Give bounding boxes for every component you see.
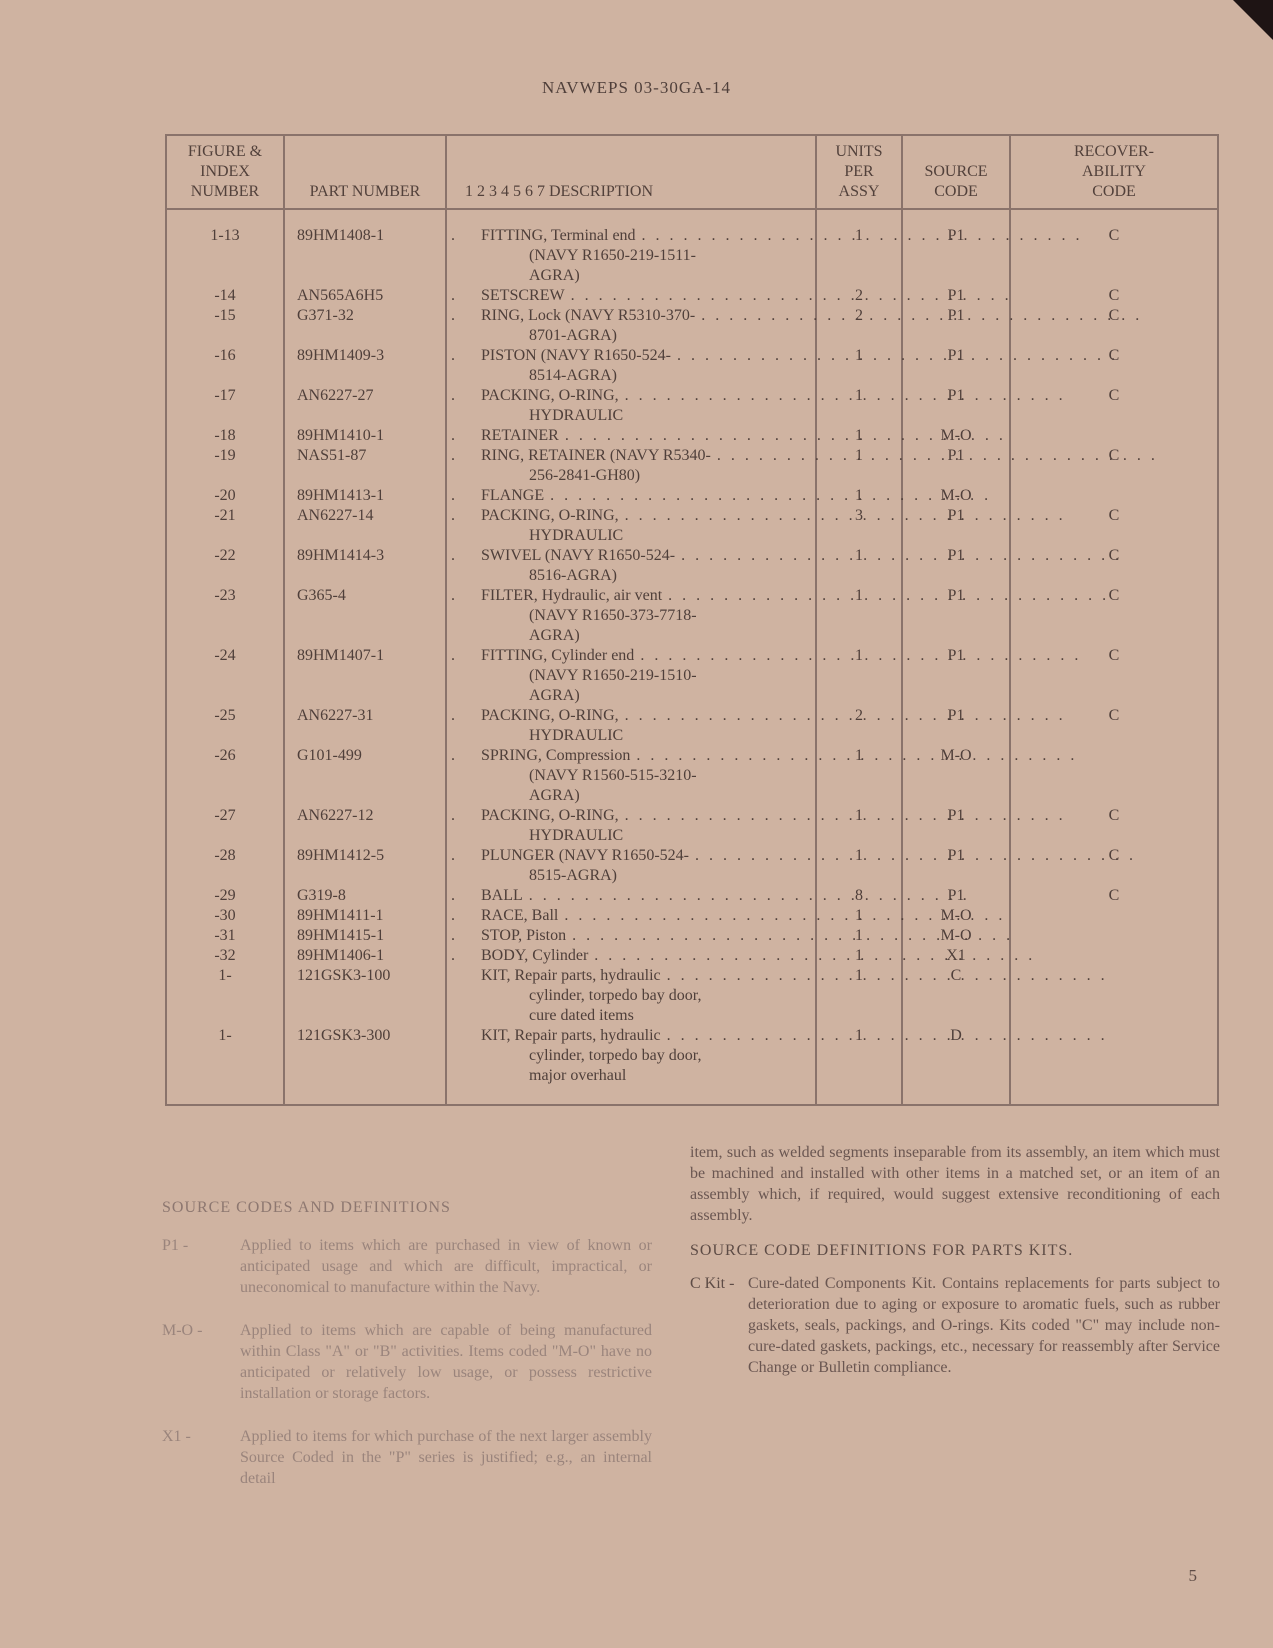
description-cell xyxy=(446,946,816,966)
description-block xyxy=(451,226,811,286)
units-per-assy-cell: 2 xyxy=(816,286,902,306)
definition-x1-continued: item, such as welded segments inseparable from its assembly, an item which must be machined and installed with other items in a matched set, or an item of an assembly which, if required, would suggest extensive reconditioning of each assembly. xyxy=(690,1144,1220,1224)
table-row xyxy=(166,646,1218,706)
parts-table-body xyxy=(166,209,1218,1105)
table-row xyxy=(166,346,1218,386)
figure-index-cell: -32 xyxy=(166,946,284,966)
part-number-cell: G365-4 xyxy=(284,586,446,646)
description-continuation: 8516-AGRA) xyxy=(529,567,617,584)
description-block xyxy=(451,546,811,586)
description-block xyxy=(451,346,811,386)
description-text: RING, RETAINER (NAVY R5340- xyxy=(481,447,711,464)
dot-leader xyxy=(695,306,1142,326)
description-cell xyxy=(446,546,816,586)
part-number-cell: AN6227-31 xyxy=(284,706,446,746)
description-text: KIT, Repair parts, hydraulic xyxy=(481,1027,661,1044)
figure-index-cell: -22 xyxy=(166,546,284,586)
description-text: RACE, Ball xyxy=(481,907,559,924)
description-cell xyxy=(446,746,816,806)
indenture-dot: . xyxy=(451,447,455,464)
figure-index-cell: -25 xyxy=(166,706,284,746)
part-number-cell: 89HM1412-5 xyxy=(284,846,446,886)
description-block xyxy=(451,886,811,906)
indenture-dot: . xyxy=(451,927,455,944)
recoverability-code-cell xyxy=(1010,946,1218,966)
table-row xyxy=(166,966,1218,1026)
recoverability-code-cell: C xyxy=(1010,346,1218,386)
part-number-cell: AN6227-12 xyxy=(284,806,446,846)
dot-leader xyxy=(711,446,1158,466)
definition-code: C Kit - xyxy=(690,1275,735,1292)
part-number-cell: 89HM1413-1 xyxy=(284,486,446,506)
indenture-dot: . xyxy=(451,347,455,364)
recoverability-code-cell: C xyxy=(1010,806,1218,846)
definition-p1 xyxy=(162,1235,652,1298)
indenture-dot: . xyxy=(451,847,455,864)
table-row xyxy=(166,946,1218,966)
definition-code: P1 - xyxy=(162,1237,189,1254)
part-number-cell: 89HM1406-1 xyxy=(284,946,446,966)
description-continuation: 256-2841-GH80) xyxy=(529,467,641,484)
description-block xyxy=(451,286,811,306)
recoverability-code-cell: C xyxy=(1010,846,1218,886)
description-text: PACKING, O-RING, xyxy=(481,507,619,524)
source-code-definitions xyxy=(162,1197,652,1511)
description-block xyxy=(451,906,811,926)
figure-index-cell: -15 xyxy=(166,306,284,346)
dot-leader xyxy=(661,1026,1108,1046)
description-cell xyxy=(446,209,816,286)
table-row xyxy=(166,426,1218,446)
indenture-dot: . xyxy=(451,707,455,724)
units-per-assy-cell: 1 xyxy=(816,486,902,506)
description-cell xyxy=(446,446,816,486)
figure-index-cell: -23 xyxy=(166,586,284,646)
description-continuation: AGRA) xyxy=(529,787,580,804)
description-continuation: 8514-AGRA) xyxy=(529,367,617,384)
indenture-dot: . xyxy=(451,747,455,764)
source-code-cell: M-O xyxy=(902,426,1010,446)
indenture-dot: . xyxy=(451,807,455,824)
figure-index-cell: -26 xyxy=(166,746,284,806)
page-number: 5 xyxy=(1188,1566,1197,1585)
units-per-assy-cell: 2 xyxy=(816,306,902,346)
recoverability-code-cell: C xyxy=(1010,586,1218,646)
definition-x1 xyxy=(162,1426,652,1489)
source-code-cell: M-O xyxy=(902,926,1010,946)
dot-leader xyxy=(544,486,991,506)
description-block xyxy=(451,646,811,706)
description-cell xyxy=(446,906,816,926)
description-text: PLUNGER (NAVY R1650-524- xyxy=(481,847,689,864)
source-code-cell: P1 xyxy=(902,446,1010,486)
source-code-cell: P1 xyxy=(902,506,1010,546)
table-row xyxy=(166,209,1218,286)
source-code-cell: D xyxy=(902,1026,1010,1105)
recoverability-code-cell: C xyxy=(1010,506,1218,546)
indenture-dot xyxy=(451,1026,481,1086)
dot-leader xyxy=(671,346,1118,366)
description-block xyxy=(451,926,811,946)
description-block xyxy=(451,806,811,846)
units-per-assy-cell: 1 xyxy=(816,946,902,966)
description-continuation: HYDRAULIC xyxy=(529,407,624,424)
description-cell xyxy=(446,966,816,1026)
dot-leader xyxy=(619,706,1066,726)
description-block xyxy=(451,1026,811,1086)
description-continuation: HYDRAULIC xyxy=(529,527,624,544)
part-number-cell: G371-32 xyxy=(284,306,446,346)
description-text: BALL xyxy=(481,887,523,904)
dot-leader xyxy=(630,746,1077,766)
table-row xyxy=(166,706,1218,746)
description-text: STOP, Piston xyxy=(481,927,567,944)
indenture-dot: . xyxy=(451,947,455,964)
description-continuation: (NAVY R1650-219-1510- xyxy=(529,667,697,684)
description-text: RETAINER xyxy=(481,427,559,444)
indenture-dot: . xyxy=(451,647,455,664)
description-block xyxy=(451,486,811,506)
description-block xyxy=(451,506,811,546)
dot-leader xyxy=(619,386,1066,406)
source-code-cell: P1 xyxy=(902,546,1010,586)
recoverability-code-cell xyxy=(1010,486,1218,506)
table-row xyxy=(166,806,1218,846)
description-text: SETSCREW xyxy=(481,287,565,304)
indenture-dot: . xyxy=(451,887,455,904)
units-per-assy-cell: 1 xyxy=(816,209,902,286)
definition-text: Applied to items which are purchased in view of known or anticipated usage and which are difficult, impractical, or uneconomical to manufacture within the Navy. xyxy=(240,1237,652,1296)
table-row xyxy=(166,486,1218,506)
table-header-row xyxy=(166,135,1218,209)
description-text: FITTING, Terminal end xyxy=(481,227,636,244)
units-per-assy-cell: 1 xyxy=(816,426,902,446)
part-number-cell: 121GSK3-300 xyxy=(284,1026,446,1105)
description-continuation: AGRA) xyxy=(529,627,580,644)
description-cell xyxy=(446,286,816,306)
source-code-cell: P1 xyxy=(902,846,1010,886)
description-text: PACKING, O-RING, xyxy=(481,387,619,404)
part-number-cell: 89HM1408-1 xyxy=(284,209,446,286)
recoverability-code-cell: C xyxy=(1010,209,1218,286)
description-block xyxy=(451,846,811,886)
table-row xyxy=(166,586,1218,646)
figure-index-cell: -29 xyxy=(166,886,284,906)
figure-index-cell: -17 xyxy=(166,386,284,426)
page-corner-fold xyxy=(1233,0,1273,40)
description-block xyxy=(451,946,811,966)
dot-leader xyxy=(588,946,1035,966)
description-block xyxy=(451,446,811,486)
table-row xyxy=(166,1026,1218,1105)
part-number-cell: 89HM1415-1 xyxy=(284,926,446,946)
recoverability-code-cell: C xyxy=(1010,286,1218,306)
dot-leader xyxy=(558,906,1005,926)
description-text: SPRING, Compression xyxy=(481,747,631,764)
definition-text: Applied to items for which purchase of the next larger assembly Source Coded in the "P" series is justified; e.g., an internal detail xyxy=(240,1428,652,1487)
dot-leader xyxy=(662,586,1109,606)
indenture-dot: . xyxy=(451,287,455,304)
table-row xyxy=(166,886,1218,906)
definition-m-o xyxy=(162,1320,652,1404)
description-text: FLANGE xyxy=(481,487,545,504)
figure-index-cell: 1- xyxy=(166,1026,284,1105)
figure-index-cell: -18 xyxy=(166,426,284,446)
units-per-assy-cell: 8 xyxy=(816,886,902,906)
parts-table xyxy=(165,134,1219,1106)
figure-index-cell: -19 xyxy=(166,446,284,486)
definition-text: Applied to items which are capable of being manufactured within Class "A" or "B" activities. Items coded "M-O" have no anticipated or relatively low usage, or possess restrictive installation or storage factors. xyxy=(240,1322,652,1402)
description-continuation: (NAVY R1650-219-1511- xyxy=(529,247,696,264)
table-row xyxy=(166,506,1218,546)
definition-text: Cure-dated Components Kit. Contains replacements for parts subject to deterioration due to aging or exposure to aromatic fuels, such as rubber gaskets, seals, packings, and O-rings. Kits coded "C" may include non-cure-dated gaskets, packings, etc., necessary for reassembly after Service Change or Bulletin compliance. xyxy=(748,1275,1220,1376)
units-per-assy-cell: 1 xyxy=(816,646,902,706)
description-cell xyxy=(446,426,816,446)
description-cell xyxy=(446,846,816,886)
figure-index-cell: -21 xyxy=(166,506,284,546)
recoverability-code-cell xyxy=(1010,426,1218,446)
description-block xyxy=(451,386,811,426)
table-row xyxy=(166,746,1218,806)
figure-index-cell: -24 xyxy=(166,646,284,706)
description-text: KIT, Repair parts, hydraulic xyxy=(481,967,661,984)
table-row xyxy=(166,306,1218,346)
kits-heading: SOURCE CODE DEFINITIONS FOR PARTS KITS. xyxy=(690,1242,1074,1259)
units-per-assy-cell: 1 xyxy=(816,906,902,926)
part-number-cell: 121GSK3-100 xyxy=(284,966,446,1026)
description-continuation: (NAVY R1560-515-3210- xyxy=(529,767,697,784)
description-block xyxy=(451,706,811,746)
part-number-cell: AN6227-27 xyxy=(284,386,446,426)
recoverability-code-cell: C xyxy=(1010,306,1218,346)
recoverability-code-cell xyxy=(1010,906,1218,926)
header-part-number: PART NUMBER xyxy=(284,135,446,209)
indenture-dot: . xyxy=(451,487,455,504)
definitions-heading: SOURCE CODES AND DEFINITIONS xyxy=(162,1199,451,1216)
description-cell xyxy=(446,646,816,706)
header-units-per-assy: UNITS PER ASSY xyxy=(816,135,902,209)
description-cell xyxy=(446,586,816,646)
indenture-dot: . xyxy=(451,587,455,604)
definition-code: M-O - xyxy=(162,1322,203,1339)
description-continuation: AGRA) xyxy=(529,267,580,284)
description-continuation: (NAVY R1650-373-7718- xyxy=(529,607,697,624)
description-text: BODY, Cylinder xyxy=(481,947,589,964)
indenture-dot: . xyxy=(451,227,455,244)
part-number-cell: G319-8 xyxy=(284,886,446,906)
table-row xyxy=(166,926,1218,946)
description-block xyxy=(451,426,811,446)
units-per-assy-cell: 1 xyxy=(816,806,902,846)
part-number-cell: AN565A6H5 xyxy=(284,286,446,306)
source-code-cell: P1 xyxy=(902,346,1010,386)
part-number-cell: 89HM1414-3 xyxy=(284,546,446,586)
recoverability-code-cell: C xyxy=(1010,886,1218,906)
header-recoverability-code: RECOVER- ABILITY CODE xyxy=(1010,135,1218,209)
description-text: FILTER, Hydraulic, air vent xyxy=(481,587,663,604)
indenture-dot xyxy=(451,966,481,1026)
units-per-assy-cell: 1 xyxy=(816,966,902,1026)
description-cell xyxy=(446,926,816,946)
header-description: 1 2 3 4 5 6 7 DESCRIPTION xyxy=(446,135,816,209)
description-text: PACKING, O-RING, xyxy=(481,707,619,724)
indenture-dot: . xyxy=(451,427,455,444)
description-text: PISTON (NAVY R1650-524- xyxy=(481,347,671,364)
definition-c-kit xyxy=(690,1273,1220,1378)
description-cell xyxy=(446,706,816,746)
dot-leader xyxy=(559,426,1006,446)
figure-index-cell: -16 xyxy=(166,346,284,386)
description-cell xyxy=(446,1026,816,1105)
definition-code: X1 - xyxy=(162,1428,191,1445)
source-code-cell: P1 xyxy=(902,586,1010,646)
description-block xyxy=(451,746,811,806)
source-code-cell: P1 xyxy=(902,646,1010,706)
units-per-assy-cell: 1 xyxy=(816,746,902,806)
description-block xyxy=(451,306,811,346)
description-continuation: major overhaul xyxy=(529,1067,627,1084)
figure-index-cell: 1-13 xyxy=(166,209,284,286)
figure-index-cell: -28 xyxy=(166,846,284,886)
figure-index-cell: 1- xyxy=(166,966,284,1026)
part-number-cell: AN6227-14 xyxy=(284,506,446,546)
description-cell xyxy=(446,886,816,906)
table-row xyxy=(166,846,1218,886)
header-source-code: SOURCE CODE xyxy=(902,135,1010,209)
description-cell xyxy=(446,506,816,546)
dot-leader xyxy=(619,506,1066,526)
description-continuation: 8515-AGRA) xyxy=(529,867,617,884)
units-per-assy-cell: 1 xyxy=(816,546,902,586)
source-code-cell: P1 xyxy=(902,806,1010,846)
dot-leader xyxy=(523,886,970,906)
units-per-assy-cell: 1 xyxy=(816,1026,902,1105)
description-cell xyxy=(446,306,816,346)
dot-leader xyxy=(661,966,1108,986)
recoverability-code-cell: C xyxy=(1010,386,1218,426)
document-title: NAVWEPS 03-30GA-14 xyxy=(541,78,732,97)
units-per-assy-cell: 2 xyxy=(816,706,902,746)
description-text: SWIVEL (NAVY R1650-524- xyxy=(481,547,676,564)
source-code-cell: P1 xyxy=(902,306,1010,346)
recoverability-code-cell: C xyxy=(1010,546,1218,586)
units-per-assy-cell: 1 xyxy=(816,446,902,486)
indenture-dot: . xyxy=(451,907,455,924)
table-row xyxy=(166,546,1218,586)
description-continuation: cylinder, torpedo bay door, xyxy=(529,1047,702,1064)
description-continuation: 8701-AGRA) xyxy=(529,327,617,344)
indenture-dot: . xyxy=(451,307,455,324)
description-continuation: AGRA) xyxy=(529,687,580,704)
description-cell xyxy=(446,346,816,386)
figure-index-cell: -27 xyxy=(166,806,284,846)
figure-index-cell: -30 xyxy=(166,906,284,926)
part-number-cell: NAS51-87 xyxy=(284,446,446,486)
table-row xyxy=(166,286,1218,306)
part-number-cell: 89HM1409-3 xyxy=(284,346,446,386)
source-code-cell: P1 xyxy=(902,706,1010,746)
source-code-cell: P1 xyxy=(902,386,1010,426)
units-per-assy-cell: 1 xyxy=(816,346,902,386)
dot-leader xyxy=(675,546,1122,566)
units-per-assy-cell: 1 xyxy=(816,926,902,946)
header-figure-index: FIGURE & INDEX NUMBER xyxy=(166,135,284,209)
part-number-cell: 89HM1411-1 xyxy=(284,906,446,926)
description-continuation: HYDRAULIC xyxy=(529,827,624,844)
description-block xyxy=(451,966,811,1026)
recoverability-code-cell xyxy=(1010,926,1218,946)
source-code-cell: P1 xyxy=(902,886,1010,906)
description-cell xyxy=(446,806,816,846)
units-per-assy-cell: 1 xyxy=(816,846,902,886)
indenture-dot: . xyxy=(451,387,455,404)
indenture-dot: . xyxy=(451,547,455,564)
source-code-cell: P1 xyxy=(902,286,1010,306)
description-continuation: cure dated items xyxy=(529,1007,634,1024)
source-code-cell: X1 xyxy=(902,946,1010,966)
description-text: PACKING, O-RING, xyxy=(481,807,619,824)
part-number-cell: 89HM1410-1 xyxy=(284,426,446,446)
source-code-cell: M-O xyxy=(902,906,1010,926)
source-code-cell: C xyxy=(902,966,1010,1026)
description-continuation: cylinder, torpedo bay door, xyxy=(529,987,702,1004)
source-code-cell: P1 xyxy=(902,209,1010,286)
description-continuation: HYDRAULIC xyxy=(529,727,624,744)
recoverability-code-cell: C xyxy=(1010,706,1218,746)
table-row xyxy=(166,906,1218,926)
recoverability-code-cell: C xyxy=(1010,446,1218,486)
dot-leader xyxy=(619,806,1066,826)
table-row xyxy=(166,446,1218,486)
recoverability-code-cell: C xyxy=(1010,646,1218,706)
figure-index-cell: -31 xyxy=(166,926,284,946)
table-row xyxy=(166,386,1218,426)
units-per-assy-cell: 3 xyxy=(816,506,902,546)
part-number-cell: G101-499 xyxy=(284,746,446,806)
units-per-assy-cell: 1 xyxy=(816,586,902,646)
kit-code-definitions xyxy=(690,1142,1220,1400)
figure-index-cell: -14 xyxy=(166,286,284,306)
description-text: RING, Lock (NAVY R5310-370- xyxy=(481,307,696,324)
source-code-cell: M-O xyxy=(902,746,1010,806)
dot-leader xyxy=(565,286,1012,306)
units-per-assy-cell: 1 xyxy=(816,386,902,426)
description-cell xyxy=(446,486,816,506)
indenture-dot: . xyxy=(451,507,455,524)
dot-leader xyxy=(689,846,1136,866)
part-number-cell: 89HM1407-1 xyxy=(284,646,446,706)
description-text: FITTING, Cylinder end xyxy=(481,647,635,664)
figure-index-cell: -20 xyxy=(166,486,284,506)
description-block xyxy=(451,586,811,646)
source-code-cell: M-O xyxy=(902,486,1010,506)
description-cell xyxy=(446,386,816,426)
